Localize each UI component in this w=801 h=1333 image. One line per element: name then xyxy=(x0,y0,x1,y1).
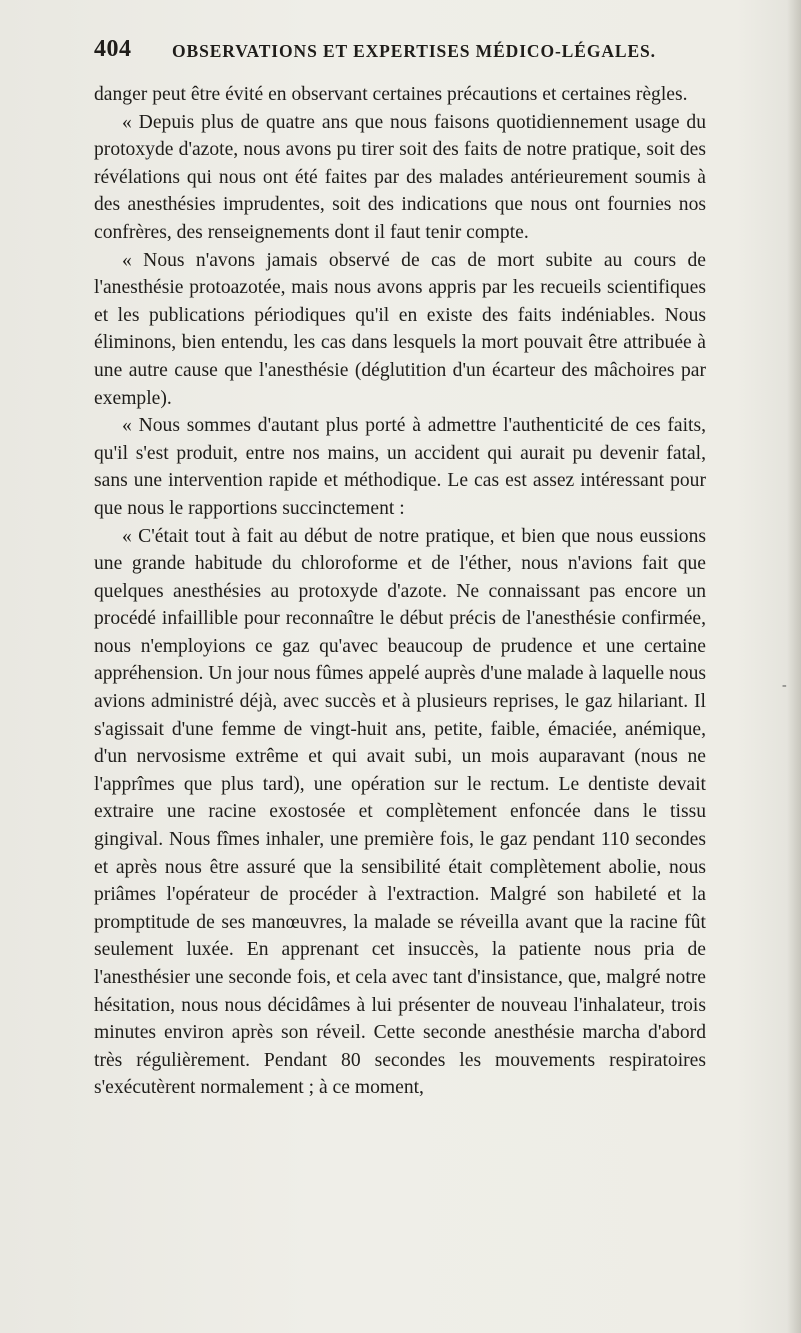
page-header xyxy=(94,36,734,64)
paragraph: « Nous n'avons jamais observé de cas de mort subite au cours de l'anesthésie protoazotée, mais nous avons appris par les recueils scientifiques et les publications périodiques qu'il en existe des faits indéniables. Nous éliminons, bien entendu, les cas dans lesquels la mort pouvait être attribuée à une autre cause que l'anesthésie (déglutition d'un écarteur des mâchoires par exemple). xyxy=(94,249,706,409)
paragraph: « Depuis plus de quatre ans que nous faisons quotidiennement usage du protoxyde d'azote, nous avons pu tirer soit des faits de notre pratique, soit des révélations qui nous ont été faites par des malades antérieurement soumis à des anesthésies imprudentes, soit des indications que nous ont fournies nos confrères, des renseignements dont il faut tenir compte. xyxy=(94,111,706,243)
margin-mark: - xyxy=(782,678,787,693)
paragraph: « Nous sommes d'autant plus porté à admettre l'authenticité de ces faits, qu'il s'est produit, entre nos mains, un accident qui aurait pu devenir fatal, sans une intervention rapide et méthodique. Le cas est assez intéressant pour que nous le rapportions succinctement : xyxy=(94,415,706,519)
paragraph: « C'était tout à fait au début de notre pratique, et bien que nous eussions une grande habitude du chloroforme et de l'éther, nous n'avions fait que quelques anesthésies au protoxyde d'azote. Ne connaissant pas encore un procédé infaillible pour reconnaître le début précis de l'anesthésie confirmée, nous n'employions ce gaz qu'avec beaucoup de prudence et une certaine appréhension. Un jour nous fûmes appelé auprès d'une malade à laquelle nous avions administré déjà, avec succès et à plusieurs reprises, le gaz hilariant. Il s'agissait d'une femme de vingt-huit ans, petite, faible, émaciée, anémique, d'un nervosisme extrême et qui avait subi, un mois auparavant (nous ne l'apprîmes que plus tard), une opération sur le rectum. Le dentiste devait extraire une racine exostosée et complètement enfoncée dans le tissu gingival. Nous fîmes inhaler, une première fois, le gaz pendant 110 secondes et après nous être assuré que la sensibilité était complètement abolie, nous priâmes l'opérateur de procéder à l'extraction. Malgré son habileté et la promptitude de ses manœuvres, la malade se réveilla avant que la racine fût seulement luxée. En apprenant cet insuccès, la patiente nous pria de l'anesthésier une seconde fois, et cela avec tant d'insistance, que, malgré notre hésitation, nous nous décidâmes à lui présenter de nouveau l'inhalateur, trois minutes environ après son réveil. Cette seconde anesthésie marcha d'abord très régulièrement. Pendant 80 secondes les mouvements respiratoires s'exécutèrent normalement ; à ce moment, xyxy=(94,525,706,1099)
running-head: OBSERVATIONS ET EXPERTISES MÉDICO-LÉGALES. xyxy=(172,41,656,61)
page-number: 404 xyxy=(94,36,132,62)
page-edge-shadow xyxy=(787,0,801,1333)
paragraph-continuation: danger peut être évité en observant certaines précautions et certaines règles. xyxy=(94,84,688,105)
body-text xyxy=(94,81,706,1102)
